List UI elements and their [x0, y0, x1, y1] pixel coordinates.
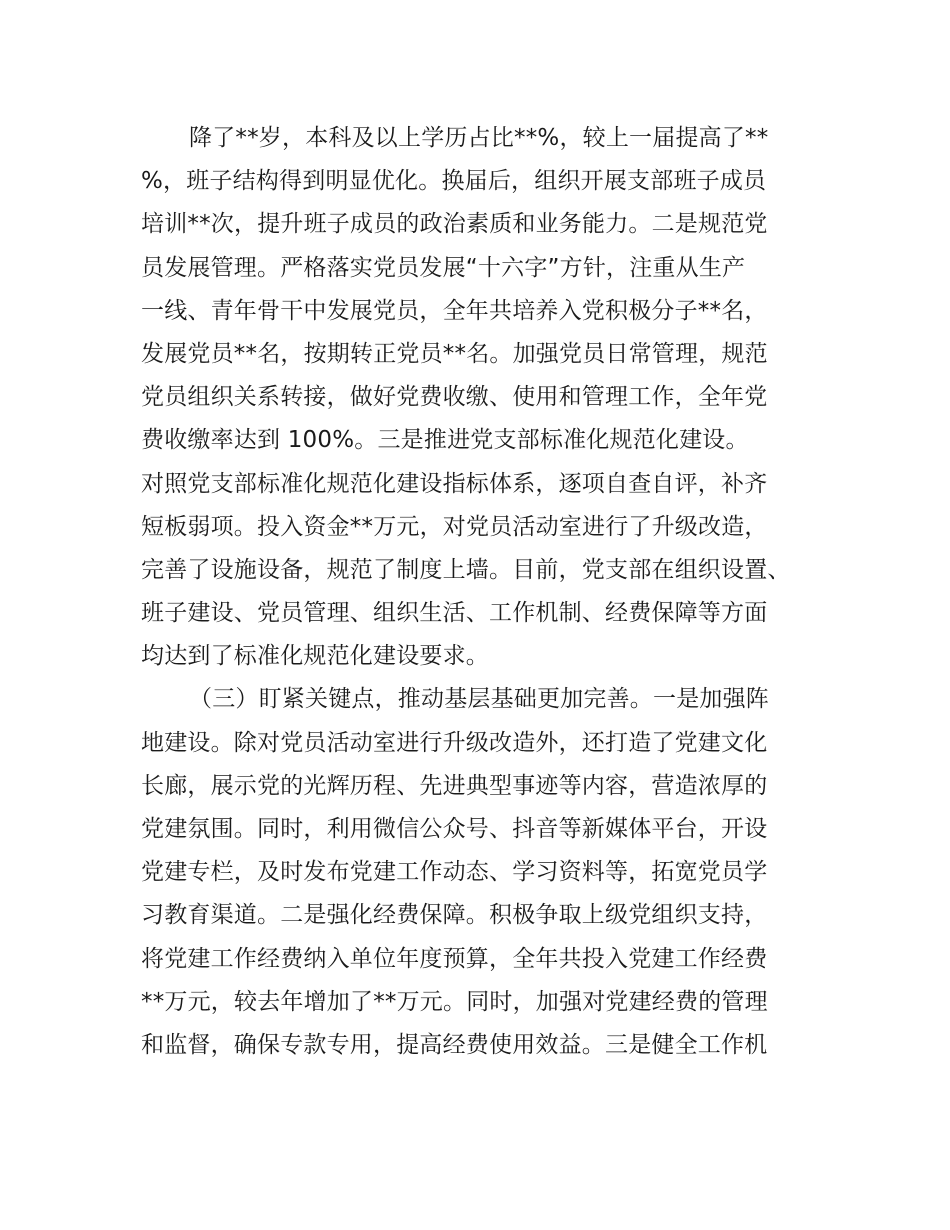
- text-line: **万元，较去年增加了**万元。同时，加强对党建经费的管理: [141, 988, 768, 1015]
- text-line: 习教育渠道。二是强化经费保障。积极争取上级党组织支持，: [141, 902, 768, 929]
- text-line: 培训**次，提升班子成员的政治素质和业务能力。二是规范党: [141, 211, 768, 238]
- text-line: 完善了设施设备，规范了制度上墙。目前，党支部在组织设置、: [141, 556, 791, 583]
- text-line: 地建设。除对党员活动室进行升级改造外，还打造了党建文化: [141, 729, 768, 756]
- text-line: 党建氛围。同时，利用微信公众号、抖音等新媒体平台，开设: [141, 816, 768, 842]
- text-line: 员发展管理。严格落实党员发展“十六字”方针，注重从生产: [141, 254, 746, 281]
- paragraph-2: [141, 678, 813, 1067]
- text-line: 班子建设、党员管理、组织生活、工作机制、经费保障等方面: [141, 600, 768, 627]
- text-line: 发展党员**名，按期转正党员**名。加强党员日常管理，规范: [141, 340, 768, 367]
- text-line: 长廊，展示党的光辉历程、先进典型事迹等内容，营造浓厚的: [141, 772, 768, 799]
- text-line: %，班子结构得到明显优化。换届后，组织开展支部班子成员: [141, 168, 767, 195]
- text-line: 一线、青年骨干中发展党员，全年共培养入党积极分子**名，: [141, 297, 768, 324]
- paragraph-1: [141, 117, 813, 678]
- text-line: 党员组织关系转接，做好党费收缴、使用和管理工作，全年党: [141, 384, 768, 411]
- text-line: 将党建工作经费纳入单位年度预算，全年共投入党建工作经费: [141, 945, 768, 972]
- document-body: [141, 117, 813, 1067]
- text-line: 均达到了标准化规范化建设要求。: [141, 643, 489, 670]
- text-line: 短板弱项。投入资金**万元，对党员活动室进行了升级改造，: [141, 513, 768, 540]
- text-line: 降了**岁，本科及以上学历占比**%，较上一届提高了**: [189, 125, 769, 151]
- text-line: （三）盯紧关键点，推动基层基础更加完善。一是加强阵: [189, 686, 769, 713]
- text-line: 党建专栏，及时发布党建工作动态、学习资料等，拓宽党员学: [141, 859, 768, 886]
- text-line: 费收缴率达到 100%。三是推进党支部标准化规范化建设。: [141, 427, 749, 454]
- text-line: 对照党支部标准化规范化建设指标体系，逐项自查自评，补齐: [141, 470, 768, 497]
- text-line: 和监督，确保专款专用，提高经费使用效益。三是健全工作机: [141, 1031, 768, 1058]
